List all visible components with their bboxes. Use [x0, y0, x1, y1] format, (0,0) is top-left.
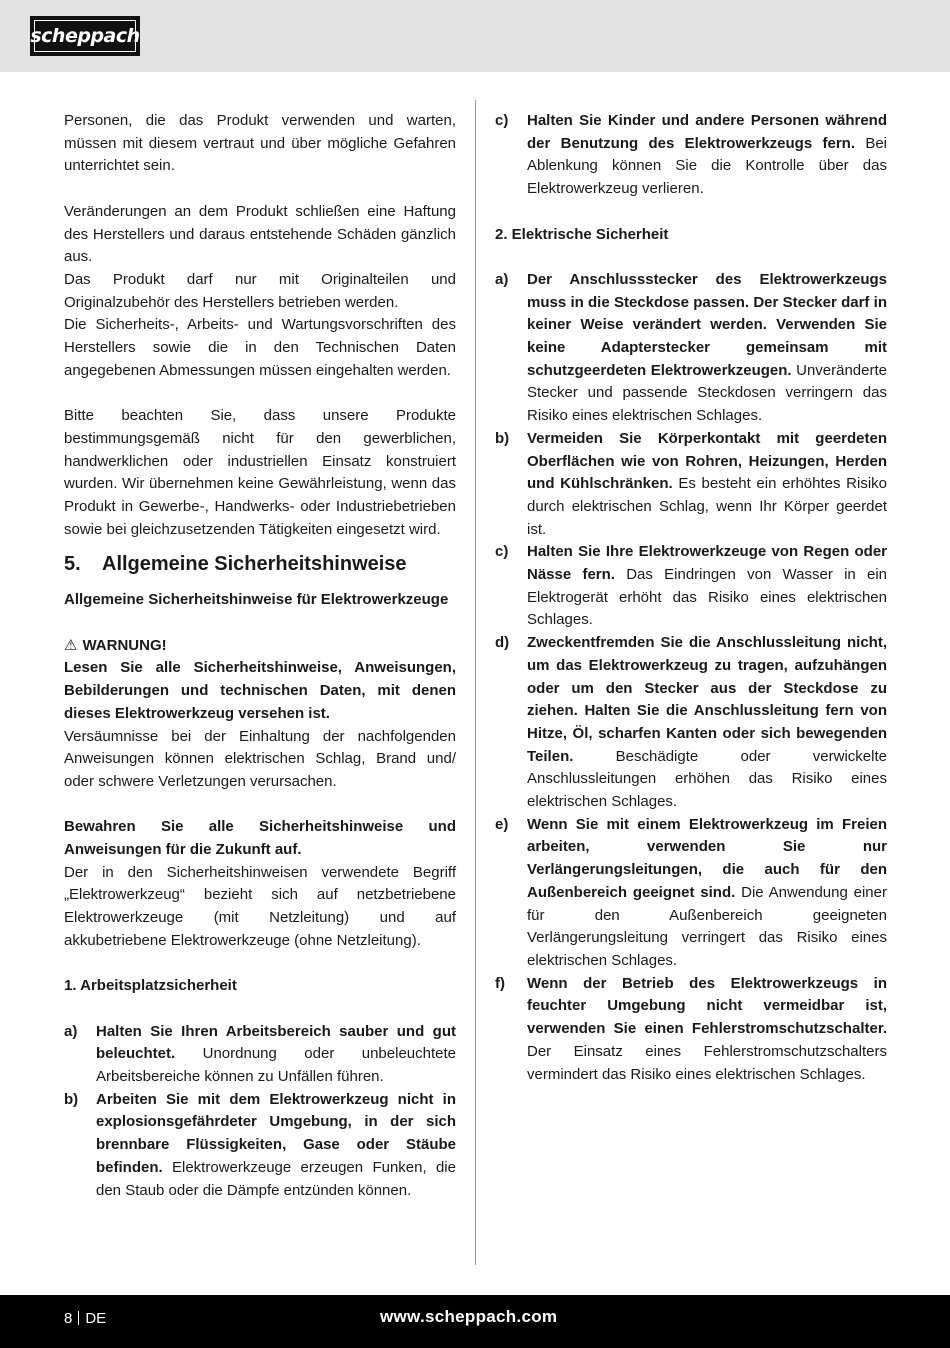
list-item-text: Die Anwendung einer für den Außenbereich geeigneten Verlängerungsleitung verringert das Risiko eines elektrischen Schlages. — [527, 883, 887, 969]
list-item-label: a) — [64, 1022, 78, 1040]
list-item-text: Elektrowerkzeuge erzeugen Funken, die den Staub oder die Dämpfe entzünden können. — [96, 1158, 456, 1199]
language-code: DE — [85, 1310, 107, 1327]
warning-bold-text: Lesen Sie alle Sicherheitshinweise, Anweisungen, Bebilderungen und technischen Daten, mit denen dieses Elektrowerkzeug versehen ist. — [64, 659, 456, 722]
paragraph: Die Sicherheits-, Arbeits- und Wartungsvorschriften des Herstellers sowie die in den Technischen Daten angegebenen Abmessungen müssen eingehalten werden. — [64, 316, 456, 379]
list-item — [495, 269, 887, 428]
list-item-text: Der Einsatz eines Fehlerstromschutzschalters vermindert das Risiko eines elektrischen Schlages. — [527, 1042, 887, 1083]
left-column — [64, 110, 456, 1202]
list-item-label: a) — [495, 270, 509, 288]
list-item-label: b) — [495, 429, 510, 447]
list-item-text: Unordnung oder unbeleuchtete Arbeitsbereiche können zu Unfällen führen. — [96, 1045, 456, 1086]
list-item — [495, 973, 887, 1087]
list-item-bold: Wenn der Betrieb des Elektrowerkzeugs in feuchter Umgebung nicht vermeidbar ist, verwenden Sie einen Fehlerstromschutzschalter. — [527, 974, 887, 1038]
page-header — [0, 0, 950, 72]
page-footer — [0, 1295, 950, 1348]
paragraph: Bitte beachten Sie, dass unsere Produkte bestimmungsgemäß nicht für den gewerblichen, handwerklichen oder industriellen Einsatz konstruiert wurden. Wir übernehmen keine Gewährleistung, wenn das Produkt in Gewerbe-, Handwerks- oder Industriebetrieben sowie bei gleichzusetzenden Tätigkeiten eingesetzt wird. — [64, 407, 456, 538]
warning-label: WARNUNG! — [82, 636, 167, 654]
list-item-bold: Halten Sie Ihre Elektrowerkzeuge von Regen oder Nässe fern. — [527, 543, 887, 584]
section-number: 5. — [64, 553, 81, 576]
list-item-label: d) — [495, 634, 510, 652]
page-number: 8 — [64, 1310, 73, 1327]
list-item — [495, 428, 887, 542]
list-item — [64, 1089, 456, 1203]
subsection-heading: 2. Elektrische Sicherheit — [495, 225, 669, 243]
list-item-bold: Vermeiden Sie Körperkontakt mit geerdeten Oberflächen wie von Rohren, Heizungen, Herden und Kühlschränken. — [527, 429, 887, 493]
section-title: Allgemeine Sicherheitshinweise — [102, 553, 407, 576]
list-item-label: e) — [495, 815, 509, 833]
list-item — [495, 632, 887, 814]
website-link[interactable]: www.scheppach.com — [380, 1307, 558, 1326]
list-item-bold: Arbeiten Sie mit dem Elektrowerkzeug nicht in explosionsgefährdeter Umgebung, in der sich brennbare Flüssigkeiten, Gase oder Stäube befinden. — [96, 1090, 456, 1176]
warning-text: Versäumnisse bei der Einhaltung der nachfolgenden Anweisungen können elektrischen Schlag, Brand und/ oder schwere Verletzungen verursachen. — [64, 727, 456, 790]
separator — [78, 1311, 79, 1325]
right-column — [495, 110, 887, 1086]
warning-triangle-icon: ⚠ — [64, 636, 78, 654]
list-item — [64, 1021, 456, 1089]
list-item-bold: Der Anschlussstecker des Elektrowerkzeugs muss in die Steckdose passen. Der Stecker darf in keiner Weise verändert werden. Verwenden Sie keine Adapterstecker gemeinsam mit schutzgeerdeten Elektrowerkzeugen. — [527, 270, 887, 379]
list-item-text: Das Eindringen von Wasser in ein Elektrogerät erhöht das Risiko eines elektrischen Schlages. — [527, 566, 888, 629]
list-item-text: Unveränderte Stecker und passende Steckdosen verringern das Risiko eines elektrischen Schlages. — [527, 361, 887, 425]
list-item-text: Es besteht ein erhöhtes Risiko durch elektrischen Schlag, wenn Ihr Körper geerdet ist. — [527, 475, 888, 538]
column-divider — [475, 100, 476, 1265]
section-heading — [64, 551, 456, 577]
list-item — [495, 110, 887, 201]
list-item-bold: Halten Sie Kinder und andere Personen während der Benutzung des Elektrowerkzeugs fern. — [527, 112, 887, 152]
keep-instructions-text: Der in den Sicherheitshinweisen verwendete Begriff „Elektrowerkzeug“ bezieht sich auf netzbetriebene Elektrowerkzeuge (mit Netzleitung) und auf akkubetriebene Elektrowerkzeuge (ohne Netzleitung). — [64, 863, 456, 949]
warning-heading — [64, 635, 456, 658]
scheppach-logo: scheppach — [30, 16, 140, 56]
paragraph: Veränderungen an dem Produkt schließen eine Haftung des Herstellers und daraus entstehende Schäden gänzlich aus. — [64, 202, 456, 266]
list-item-label: c) — [495, 112, 509, 129]
list-item-bold: Halten Sie Ihren Arbeitsbereich sauber und gut beleuchtet. — [96, 1022, 456, 1063]
list-item-bold: Wenn Sie mit einem Elektrowerkzeug im Freien arbeiten, verwenden Sie nur Verlängerungsleitungen, die auch für den Außenbereich geeignet sind. — [527, 815, 887, 901]
list-item-text: Beschädigte oder verwickelte Anschlussleitungen erhöhen das Risiko eines elektrischen Schlages. — [527, 747, 887, 811]
list-item-bold: Zweckentfremden Sie die Anschlussleitung nicht, um das Elektrowerkzeug zu tragen, aufzuhängen oder um den Stecker aus der Steckdose zu ziehen. Halten Sie die Anschlussleitung fern von Hitze, Öl, scharfen Kanten oder sich bewegenden Teilen. — [527, 634, 887, 765]
list-item-text: Bei Ablenkung können Sie die Kontrolle über das Elektrowerkzeug verlieren. — [527, 134, 887, 198]
paragraph: Personen, die das Produkt verwenden und warten, müssen mit diesem vertraut und über mögliche Gefahren unterrichtet sein. — [64, 112, 456, 175]
list-item — [495, 814, 887, 973]
list-item-label: c) — [495, 543, 509, 561]
subheading: Allgemeine Sicherheitshinweise für Elektrowerkzeuge — [64, 591, 449, 609]
list-item — [495, 541, 887, 632]
list-item-label: b) — [64, 1090, 79, 1108]
paragraph: Das Produkt darf nur mit Originalteilen und Originalzubehör des Herstellers betrieben werden. — [64, 270, 456, 311]
keep-instructions-bold: Bewahren Sie alle Sicherheitshinweise und Anweisungen für die Zukunft auf. — [64, 818, 456, 859]
page-indicator — [64, 1310, 106, 1327]
subsection-heading: 1. Arbeitsplatzsicherheit — [64, 977, 237, 995]
list-item-label: f) — [495, 974, 505, 992]
